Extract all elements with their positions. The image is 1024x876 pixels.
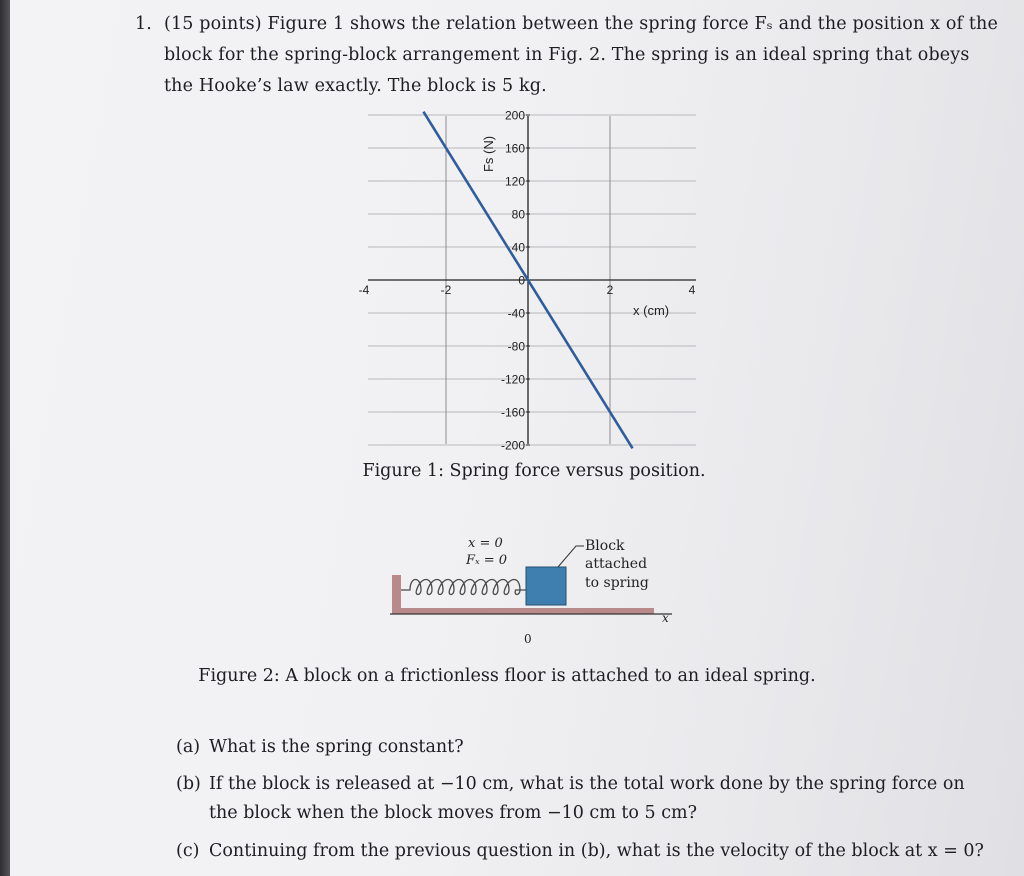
screen-bezel bbox=[0, 0, 10, 876]
origin-label: 0 bbox=[524, 632, 532, 646]
y-tick-label: 160 bbox=[504, 141, 525, 156]
block-label-2: attached bbox=[585, 556, 648, 572]
y-tick-label: -200 bbox=[500, 438, 525, 451]
problem-line-2: block for the spring-block arrangement in Fig. 2. The spring is an ideal spring that obeys bbox=[164, 45, 970, 65]
question-b-text: If the block is released at −10 cm, what is the total work done by the spring force on bbox=[209, 774, 965, 794]
figure-1-caption: Figure 1: Spring force versus position. bbox=[362, 461, 706, 481]
question-a-text: What is the spring constant? bbox=[209, 737, 464, 757]
question-c-label: (c) bbox=[176, 841, 200, 861]
y-tick-label: 0 bbox=[518, 273, 525, 288]
x-tick-label: -2 bbox=[440, 283, 452, 297]
chart-axes bbox=[368, 116, 696, 444]
problem-line-1: (15 points) Figure 1 shows the relation between the spring force Fₛ and the position x of the bbox=[164, 14, 998, 34]
question-b-text-2: the block when the block moves from −10 cm to 5 cm? bbox=[209, 803, 698, 823]
document-page bbox=[10, 0, 1024, 876]
question-b-label: (b) bbox=[176, 774, 201, 794]
label-fx0: Fₓ = 0 bbox=[466, 553, 508, 568]
y-tick-label: -80 bbox=[507, 339, 525, 354]
x-tick-label: 2 bbox=[606, 283, 614, 297]
x-tick-label: -4 bbox=[358, 283, 370, 297]
label-pointer bbox=[558, 546, 584, 567]
y-tick-label: -120 bbox=[500, 372, 525, 387]
y-tick-label: 120 bbox=[504, 174, 525, 189]
problem-line-3: the Hooke’s law exactly. The block is 5 kg. bbox=[164, 76, 547, 96]
question-c-text: Continuing from the previous question in (b), what is the velocity of the block at x = 0? bbox=[209, 841, 984, 861]
block bbox=[526, 567, 566, 605]
x-axis-label: x (cm) bbox=[633, 303, 670, 318]
spring bbox=[401, 580, 526, 595]
y-tick-label: -40 bbox=[507, 306, 525, 321]
spring-block-diagram bbox=[380, 530, 690, 650]
label-x0: x = 0 bbox=[468, 536, 503, 551]
block-label-3: to spring bbox=[585, 575, 649, 591]
question-a-label: (a) bbox=[176, 737, 201, 757]
wall bbox=[392, 575, 401, 611]
axis-x-label: x bbox=[662, 611, 669, 625]
y-tick-label: 40 bbox=[511, 240, 525, 255]
y-axis-label: Fs (N) bbox=[481, 135, 496, 173]
y-tick-label: 80 bbox=[511, 207, 525, 222]
figure-2-caption: Figure 2: A block on a frictionless floor is attached to an ideal spring. bbox=[198, 666, 816, 686]
y-tick-label: -160 bbox=[500, 405, 525, 420]
y-tick-label: 200 bbox=[504, 108, 525, 123]
block-label-1: Block bbox=[585, 538, 625, 554]
floor bbox=[392, 608, 654, 614]
spring-force-chart bbox=[350, 106, 700, 451]
x-tick-label: 4 bbox=[688, 283, 696, 297]
problem-number: 1. bbox=[135, 14, 152, 34]
question-b-continued bbox=[209, 803, 697, 823]
